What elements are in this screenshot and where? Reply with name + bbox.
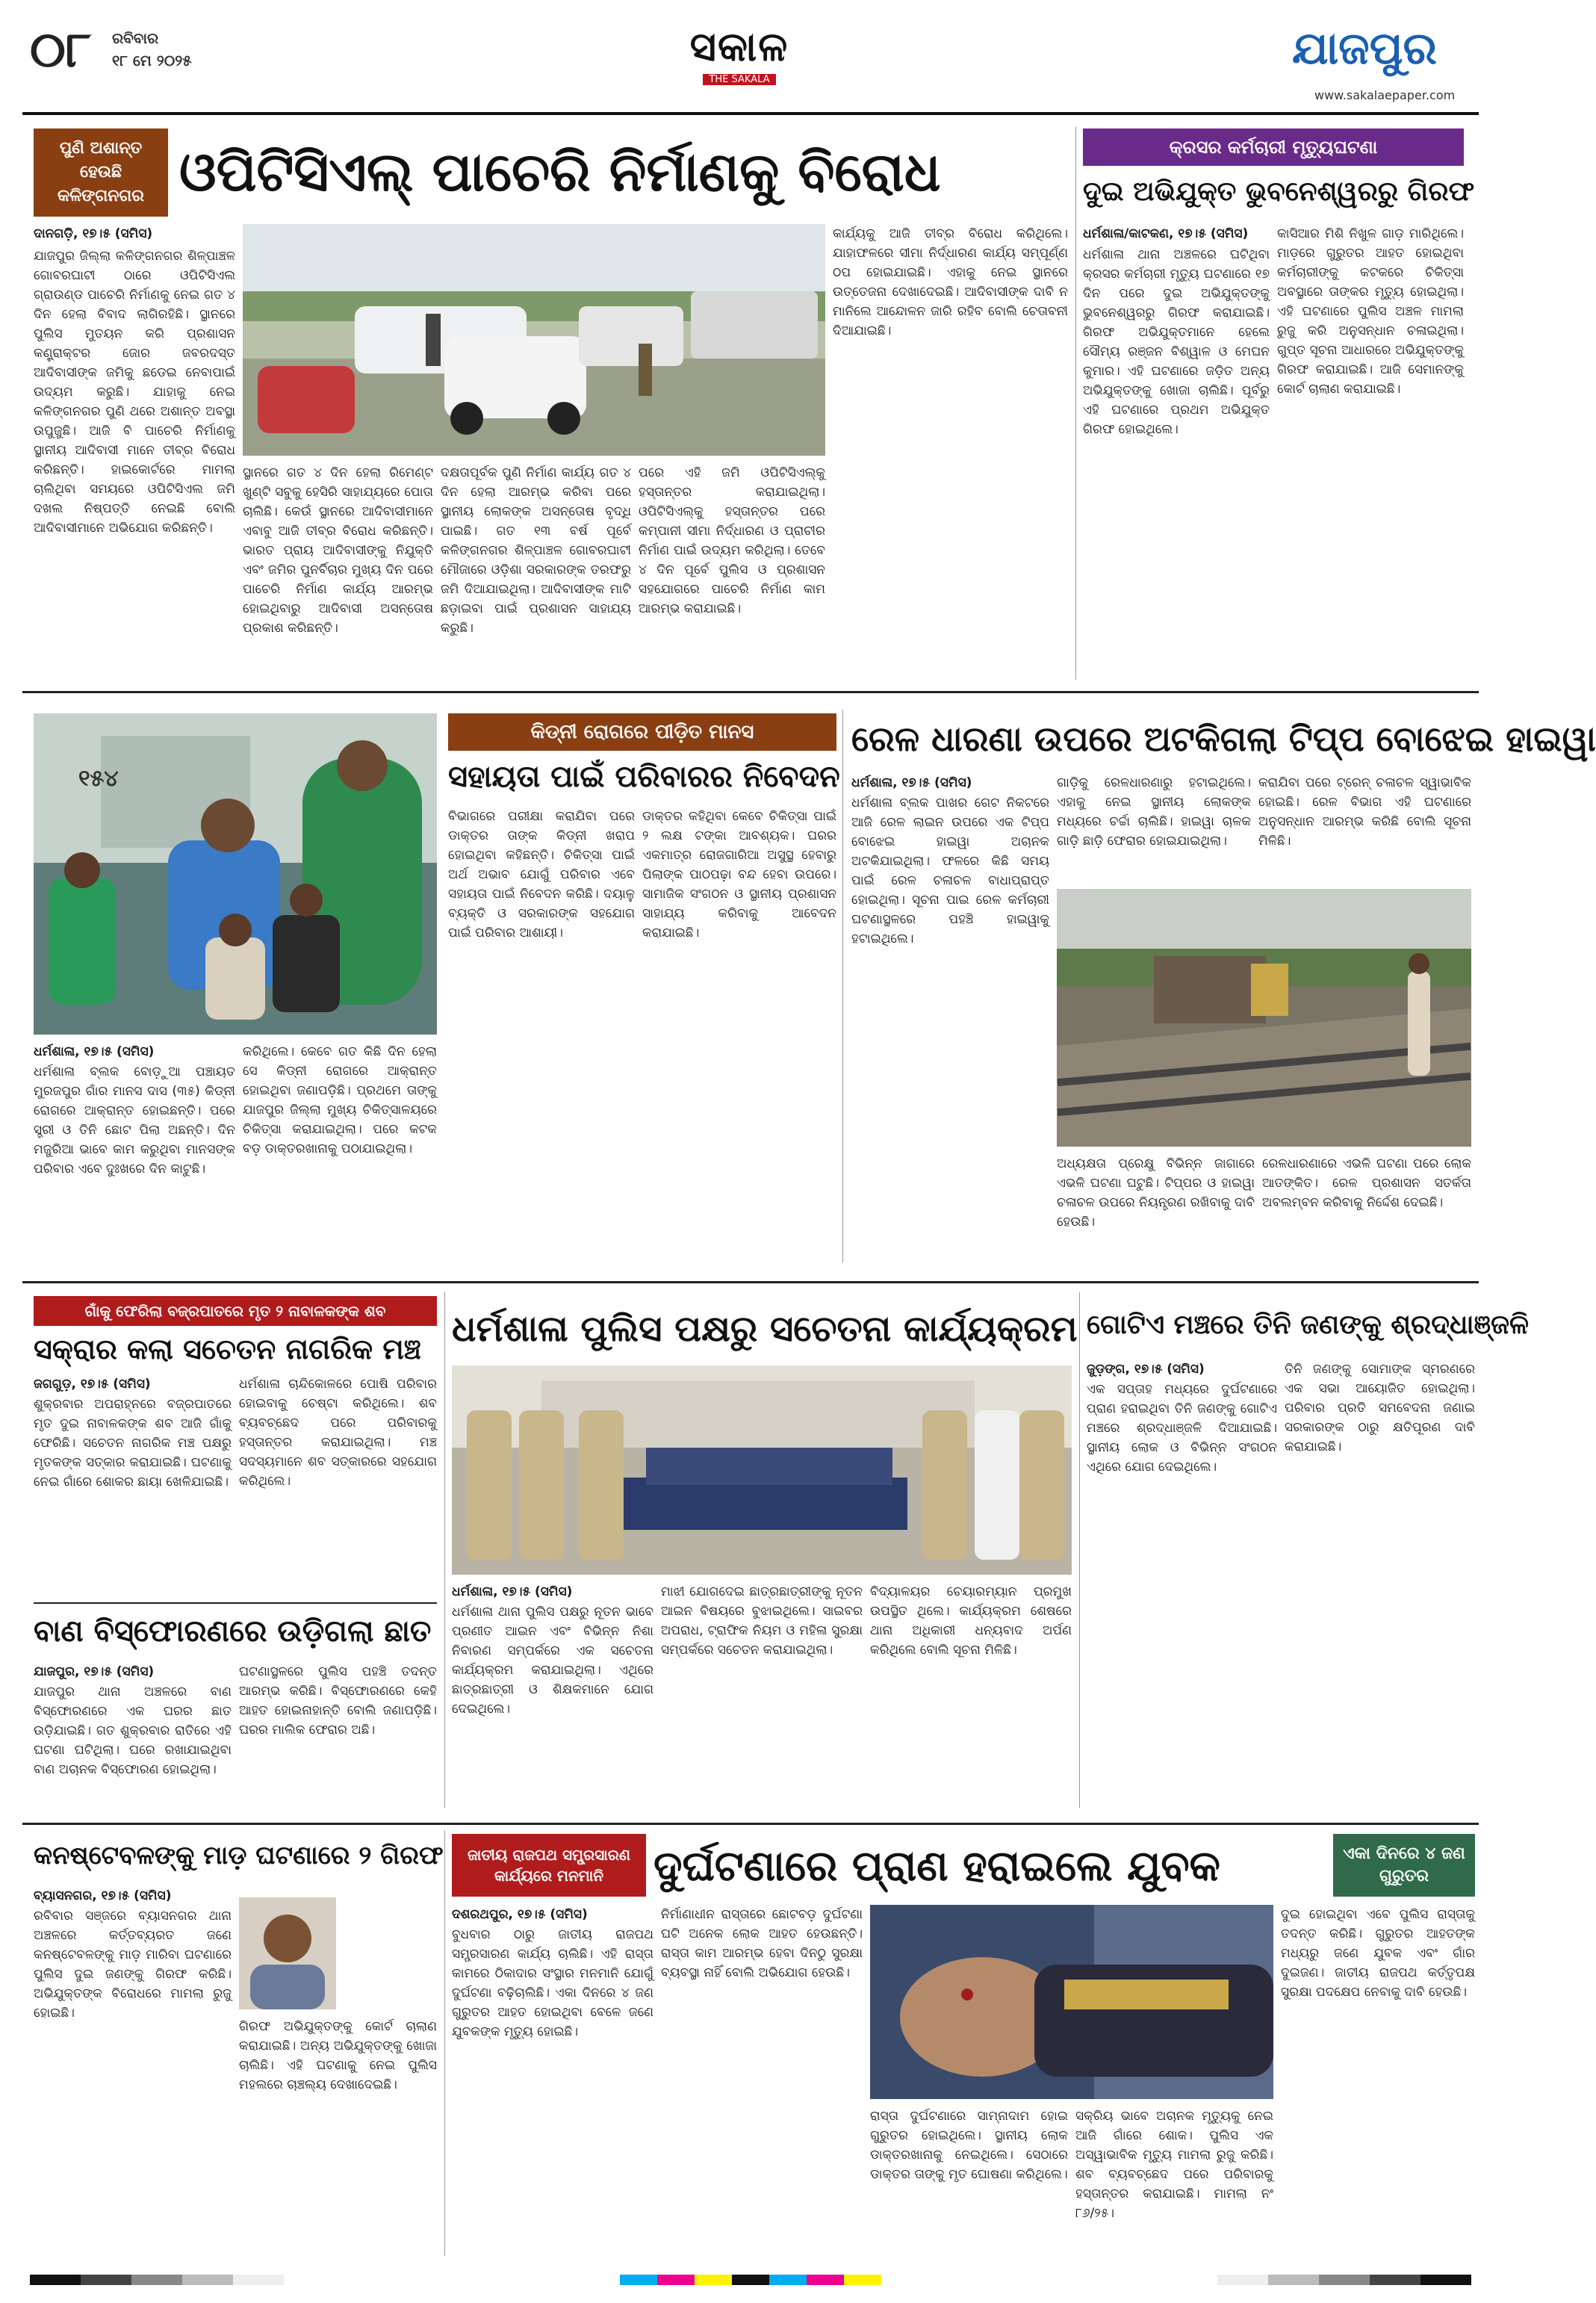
story7-headline[interactable]: ଧର୍ମଶାଳା ପୁଲିସ ପକ୍ଷରୁ ସଚେତନା କାର୍ଯ୍ୟକ୍ରମ — [452, 1308, 1078, 1350]
story1-column-4: ପରେ ଏହି ଜମି ଓପିଟିସିଏଲ୍କୁ ହସ୍ତାନ୍ତର କରାଯାଇଥିଲା। ଓପିଟିସିଏଲ୍କୁ ହସ୍ତାନ୍ତର ପରେ କମ୍ପାନୀ ସୀମା ନିର୍ଦ୍ଧାରଣ ଓ ପ୍ରାଚୀର ନିର୍ମାଣ ପାଇଁ ଉଦ୍ୟମ କରିଥିଲା। ତେବେ ୪ ଦିନ ପୂର୍ବେ ପୁଲିସ ଓ ପ୍ରଶାସନ ସହଯୋଗରେ ପାଚେରି ନିର୍ମାଣ କାମ ଆରମ୍ଭ କରାଯାଇଛି। — [639, 465, 825, 616]
story1-column-5: କାର୍ଯ୍ୟକୁ ଆଜି ତୀବ୍ର ବିରୋଧ କରିଥିଲେ। ଯାହାଫଳରେ ସୀମା ନିର୍ଦ୍ଧାରଣ କାର୍ଯ୍ୟ ସମ୍ପୂର୍ଣ୍ଣ ଠପ ହୋଇଯାଇଛି। ଏହାକୁ ନେଇ ସ୍ଥାନରେ ଉତ୍ତେଜନା ଦେଖାଦେଇଛି। ଆଦିବାସୀଙ୍କ ଦାବି ନ ମାନିଲେ ଆନ୍ଦୋଳନ ଜାରି ରହିବ ବୋଲି ଚେତାବନୀ ଦିଆଯାଇଛି। — [833, 226, 1068, 338]
story8-dateline: ଜୁଡ଼ଙ୍ଗ, ୧୭।୫ (ସମିସ) — [1087, 1362, 1205, 1377]
print-color-bar-center — [620, 2275, 881, 2285]
story8-column-2: ତିନି ଜଣଙ୍କୁ ସୋମାଙ୍କ ସ୍ମରଣରେ ଏକ ସଭା ଆୟୋଜିତ ହୋଇଥିଲା। ପରିବାର ପ୍ରତି ସମବେଦନା ଜଣାଇ ସରକାରଙ୍କ ଠାରୁ କ୍ଷତିପୂରଣ ଦାବି କରାଯାଇଛି। — [1285, 1362, 1475, 1454]
story3-column-4: ଡାକ୍ତର କହିଥିବା କେବେ ଚିକିତ୍ସା ପାଇଁ ୨ ଲକ୍ଷ ଟଙ୍କା ଆବଶ୍ୟକ। ଘରର ଏକମାତ୍ର ରୋଜଗାରିଆ ଅସୁସ୍ଥ ହେବାରୁ ପିଲାଙ୍କ ପାଠପଢ଼ା ବନ୍ଦ ହେବା ଉପରେ। ସାମାଜିକ ସଂଗଠନ ଓ ସ୍ଥାନୀୟ ପ୍ରଶାସନ ସାହାଯ୍ୟ କରିବାକୁ ଆବେଦନ କରାଯାଇଛି। — [642, 809, 836, 940]
story3-kicker — [448, 713, 836, 751]
story10-column-4: ସକ୍ରିୟ ଭାବେ ଅଚାନକ ମୃତ୍ୟୁକୁ ନେଇ ଆଜି ଗାଁରେ ଶୋକ। ପୁଲିସ ଏକ ଅସ୍ୱାଭାବିକ ମୃତ୍ୟୁ ମାମଲା ରୁଜୁ କରିଛି। ଶବ ବ୍ୟବଚ୍ଛେଦ ପରେ ପରିବାରକୁ ହସ୍ତାନ୍ତର କରାଯାଇଛି। ମାମଲା ନଂ ୮୬/୨୫। — [1075, 2109, 1273, 2221]
logo-subtitle: THE SAKALA — [703, 74, 775, 85]
story5-column-1: ଶୁକ୍ରବାର ଅପରାହ୍ନରେ ବଜ୍ରପାତରେ ମୃତ ଦୁଇ ନାବାଳକଙ୍କ ଶବ ଆଜି ଗାଁକୁ ଫେରିଛି। ସଚେତନ ନାଗରିକ ମଞ୍ଚ ପକ୍ଷରୁ ମୃତକଙ୍କ ସତ୍କାର କରାଯାଇଛି। ଘଟଣାକୁ ନେଇ ଗାଁରେ ଶୋକର ଛାୟା ଖେଳିଯାଇଛି। — [34, 1397, 232, 1490]
story4-column-2: ଗାଡ଼ିକୁ ରେଳଧାରଣାରୁ ହଟାଇଥିଲେ। ଏହାକୁ ନେଇ ସ୍ଥାନୀୟ ଲୋକଙ୍କ ମଧ୍ୟରେ ଚର୍ଚ୍ଚା ଚାଲିଛି। ହାଇୱା ଚାଳକ ଗାଡ଼ି ଛାଡ଼ି ଫେରାର ହୋଇଯାଇଥିଲା। — [1057, 775, 1251, 849]
story10-column-2: ନିର୍ମାଣାଧୀନ ରାସ୍ତାରେ ଛୋଟବଡ଼ ଦୁର୍ଘଟଣା ଘଟି ଅନେକ ଲୋକ ଆହତ ହେଉଛନ୍ତି। ରାସ୍ତା କାମ ଆରମ୍ଭ ହେବା ଦିନଠୁ ସୁରକ୍ଷା ବ୍ୟବସ୍ଥା ନାହିଁ ବୋଲି ଅଭିଯୋଗ ହେଉଛି। — [661, 1907, 863, 1980]
print-color-bar-right — [1217, 2275, 1471, 2285]
logo-text: ସକାଳ — [689, 22, 789, 70]
issue-day: ରବିବାର — [112, 29, 159, 47]
masthead-rule — [22, 112, 1479, 115]
story1-column-3: ଦକ୍ଷତାପୂର୍ବକ ପୁଣି ନିର୍ମାଣ କାର୍ଯ୍ୟ ଗତ ୪ ଦିନ ହେଲା ଆରମ୍ଭ କରିବା ପରେ ସ୍ଥାନୀୟ ଲୋକଙ୍କ ଅସନ୍ତୋଷ ବୃଦ୍ଧି ପାଇଛି। ଗତ ୧୩ ବର୍ଷ ପୂର୍ବେ କଳିଙ୍ଗନଗର ଶିଳ୍ପାଞ୍ଚଳ ଗୋବରଘାଟୀ ମୌଜାରେ ଓଡ଼ିଶା ସରକାରଙ୍କ ତରଫରୁ ଜମି ଦିଆଯାଇଥିଲା। ଆଦିବାସୀଙ୍କ ମାଟି ଛଡ଼ାଇବା ପାଇଁ ପ୍ରଶାସନ ସାହାଯ୍ୟ କରୁଛି। — [441, 465, 631, 636]
story2-kicker — [1083, 128, 1464, 166]
page-number: ୦୮ — [30, 21, 92, 78]
issue-date-text: ୧୮ ମେ ୨୦୨୫ — [112, 52, 192, 69]
column-divider — [1075, 127, 1076, 680]
newspaper-logo[interactable] — [597, 22, 881, 85]
story3-column-3: ବିଭାଗରେ ପରୀକ୍ଷା କରାଯିବା ପରେ ଡାକ୍ତର ତାଙ୍କ କିଡ୍ନୀ ଖରାପ ହୋଇଥିବା କହିଛନ୍ତି। ଚିକିତ୍ସା ପାଇଁ ଅର୍ଥ ଅଭାବ ଯୋଗୁଁ ପରିବାର ଏବେ ସହାୟତା ପାଇଁ ନିବେଦନ କରିଛି। ଦୟାଳୁ ବ୍ୟକ୍ତି ଓ ସରକାରଙ୍କ ସହଯୋଗ ପାଇଁ ପରିବାର ଆଶାୟୀ। — [448, 809, 635, 940]
story9-column-1: ରବିବାର ସଞ୍ଜରେ ବ୍ୟାସନଗର ଥାନା ଅଞ୍ଚଳରେ କର୍ତ୍ତବ୍ୟରତ ଜଣେ କନଷ୍ଟେବଳଙ୍କୁ ମାଡ଼ ମାରିବା ଘଟଣାରେ ପୁଲିସ ଦୁଇ ଜଣଙ୍କୁ ଗିରଫ କରିଛି। ଅଭିଯୁକ୍ତଙ୍କ ବିରୋଧରେ ମାମଲା ରୁଜୁ ହୋଇଛି। — [34, 1909, 232, 2021]
story10-column-3: ରାସ୍ତା ଦୁର୍ଘଟଣାରେ ସାମ୍ନାଦାମ ହୋଇ ଗୁରୁତର ହୋଇଥିଲେ। ସ୍ଥାନୀୟ ଲୋକ ଡାକ୍ତରଖାନାକୁ ନେଇଥିଲେ। ସେଠାରେ ଡାକ୍ତର ତାଙ୍କୁ ମୃତ ଘୋଷଣା କରିଥିଲେ। — [870, 2109, 1068, 2182]
story-divider — [34, 1602, 437, 1604]
print-color-bar-left — [30, 2275, 284, 2285]
story1-photo — [243, 224, 825, 456]
story2-headline[interactable]: ଦୁଇ ଅଭିଯୁକ୍ତ ଭୁବନେଶ୍ୱରରୁ ଗିରଫ — [1083, 176, 1475, 207]
story2-kicker-text: କ୍ରସର କର୍ମଚାରୀ ମୃତ୍ୟୁଘଟଣା — [1169, 137, 1378, 158]
story2-column-2: କାସିଆର ମିଶି ନିଖୁଳ ଗାଡ଼ ମାରିଥିଲେ। ମାଡ଼ରେ ଗୁରୁତର ଆହତ ହୋଇଥିବା କର୍ମଚାରୀଙ୍କୁ କଟକରେ ଚିକିତ୍ସା ଅବସ୍ଥାରେ ତାଙ୍କର ମୃତ୍ୟୁ ହୋଇଥିଲା। ଏହି ଘଟଣାରେ ପୁଲିସ ଅଞ୍ଚଳ ମାମଲା ରୁଜୁ କରି ଅନୁସନ୍ଧାନ ଚଳାଇଥିଲା। ଗୁପ୍ତ ସୂଚନା ଆଧାରରେ ଅଭିଯୁକ୍ତଙ୍କୁ ଗିରଫ କରାଯାଇଛି। ଆଜି ସେମାନଙ୍କୁ କୋର୍ଟ ଚାଲାଣ କରାଯାଇଛି। — [1277, 226, 1464, 397]
website-link[interactable]: www.sakalaepaper.com — [1314, 88, 1456, 102]
story10-headline[interactable]: ଦୁର୍ଘଟଣାରେ ପ୍ରାଣ ହରାଇଲେ ଯୁବକ — [653, 1842, 1220, 1891]
masthead — [0, 0, 1500, 112]
story5-headline[interactable]: ସକ୍ରାର କଲା ସଚେତନ ନାଗରିକ ମଞ୍ଚ — [34, 1333, 421, 1366]
story4-column-5: ରେଳଧାରଣାରେ ଏଭଳି ଘଟଣା ପରେ ଲୋକ ଆତଙ୍କିତ। ରେଳ ପ୍ରଶାସନ ସତର୍କତା ଅବଲମ୍ବନ କରିବାକୁ ନିର୍ଦ୍ଦେଶ ଦେଇଛି। — [1262, 1156, 1471, 1210]
story3-kicker-text: କିଡ୍ନୀ ରୋଗରେ ପୀଡ଼ିତ ମାନସ — [530, 720, 754, 743]
issue-date — [112, 27, 192, 72]
story10-dateline: ଦଶରଥପୁର, ୧୭।୫ (ସମିସ) — [452, 1907, 588, 1922]
story10-side-kicker — [1333, 1834, 1475, 1897]
story7-dateline: ଧର୍ମଶାଳା, ୧୭।୫ (ସମିସ) — [452, 1584, 573, 1599]
story5-column-2: ଧର୍ମଶାଳା ଚାନ୍ଦିକୋଳରେ ପୋଷି ପରିବାର ହୋଇବାକୁ ଚେଷ୍ଟା କରିଥିଲେ। ଶବ ବ୍ୟବଚ୍ଛେଦ ପରେ ପରିବାରକୁ ହସ୍ତାନ୍ତର କରାଯାଇଥିଲା। ମଞ୍ଚ ସଦସ୍ୟମାନେ ଶବ ସତ୍କାରରେ ସହଯୋଗ କରିଥିଲେ। — [239, 1377, 437, 1489]
story2-column-1: ଧର୍ମଶାଳା ଥାନା ଅଞ୍ଚଳରେ ଘଟିଥିବା କ୍ରସର କର୍ମଚାରୀ ମୃତ୍ୟୁ ଘଟଣାରେ ୧୭ ଦିନ ପରେ ଦୁଇ ଅଭିଯୁକ୍ତଙ୍କୁ ଭୁବନେଶ୍ୱରରୁ ଗିରଫ କରାଯାଇଛି। ଗିରଫ ଅଭିଯୁକ୍ତମାନେ ହେଲେ ସୌମ୍ୟ ରଞ୍ଜନ ବିଶ୍ୱାଳ ଓ ମେଘନ କୁମାର। ଏହି ଘଟଣାରେ ଜଡ଼ିତ ଅନ୍ୟ ଅଭିଯୁକ୍ତଙ୍କୁ ଖୋଜା ଚାଲିଛି। ପୂର୍ବରୁ ଏହି ଘଟଣାରେ ପ୍ରଥମ ଅଭିଯୁକ୍ତ ଗିରଫ ହୋଇଥିଲେ। — [1083, 247, 1270, 437]
story10-kicker — [452, 1834, 646, 1897]
story3-column-1: ଧର୍ମଶାଳା ବ୍ଲକ ବୋଡ଼ୁଆ ପଞ୍ଚାୟତ ମୁରଜପୁର ଗାଁର ମାନସ ଦାସ (୩୫) କିଡ୍ନୀ ରୋଗରେ ଆକ୍ରାନ୍ତ ହୋଇଛନ୍ତି। ପରେ ସ୍ତ୍ରୀ ଓ ତିନି ଛୋଟ ପିଲା ଅଛନ୍ତି। ଦିନ ମଜୁରିଆ ଭାବେ କାମ କରୁଥିବା ମାନସଙ୍କ ପରିବାର ଏବେ ଦୁଃଖରେ ଦିନ କାଟୁଛି। — [34, 1064, 235, 1177]
story8-headline[interactable]: ଗୋଟିଏ ମଞ୍ଚରେ ତିନି ଜଣଙ୍କୁ ଶ୍ରଦ୍ଧାଞ୍ଜଳି — [1087, 1309, 1529, 1340]
story8-column-1: ଏକ ସପ୍ତାହ ମଧ୍ୟରେ ଦୁର୍ଘଟଣାରେ ପ୍ରାଣ ହରାଇଥିବା ତିନି ଜଣଙ୍କୁ ଗୋଟିଏ ମଞ୍ଚରେ ଶ୍ରଦ୍ଧାଞ୍ଜଳି ଦିଆଯାଇଛି। ସ୍ଥାନୀୟ ଲୋକ ଓ ବିଭିନ୍ନ ସଂଗଠନ ଏଥିରେ ଯୋଗ ଦେଇଥିଲେ। — [1087, 1382, 1277, 1475]
story4-headline[interactable]: ରେଳ ଧାରଣା ଉପରେ ଅଟକିଗଲା ଟିପ୍ପ ବୋଝେଇ ହାଇୱା — [851, 719, 1596, 759]
story3-family-photo — [34, 713, 437, 1035]
story6-headline[interactable]: ବାଣ ବିସ୍ଫୋରଣରେ ଉଡ଼ିଗଲା ଛାତ — [34, 1614, 432, 1649]
story7-column-3: ବିଦ୍ୟାଳୟର ଚେୟାରମ୍ୟାନ ପ୍ରମୁଖ ଉପସ୍ଥିତ ଥିଲେ। କାର୍ଯ୍ୟକ୍ରମ ଶେଷରେ ଥାନା ଅଧିକାରୀ ଧନ୍ୟବାଦ ଅର୍ପଣ କରିଥିଲେ ବୋଲି ସୂଚନା ମିଳିଛି। — [870, 1584, 1072, 1658]
story10-accident-photo — [870, 1905, 1273, 2099]
story3-dateline: ଧର୍ମଶାଳା, ୧୭।୫ (ସମିସ) — [34, 1044, 155, 1059]
column-divider — [1079, 1292, 1080, 1808]
story6-column-2: ଘଟଣାସ୍ଥଳରେ ପୁଲିସ ପହଞ୍ଚି ତଦନ୍ତ ଆରମ୍ଭ କରିଛି। ବିସ୍ଫୋରଣରେ କେହି ଆହତ ହୋଇନାହାନ୍ତି ବୋଲି ଜଣାପଡ଼ିଛି। ଘରର ମାଲିକ ଫେରାର ଅଛି। — [239, 1664, 437, 1738]
story1-headline[interactable]: ଓପିଟିସିଏଲ୍ ପାଚେରି ନିର୍ମାଣକୁ ବିରୋଧ — [179, 140, 941, 203]
story9-column-2: ଗିରଫ ଅଭିଯୁକ୍ତଙ୍କୁ କୋର୍ଟ ଚାଲାଣ କରାଯାଇଛି। ଅନ୍ୟ ଅଭିଯୁକ୍ତଙ୍କୁ ଖୋଜା ଚାଲିଛି। ଏହି ଘଟଣାକୁ ନେଇ ପୁଲିସ ମହଲରେ ଚାଞ୍ଚଲ୍ୟ ଦେଖାଦେଇଛି। — [239, 2019, 437, 2092]
story1-dateline: ଦାନଗଡ଼ି, ୧୭।୫ (ସମିସ) — [34, 226, 153, 241]
story10-side-kicker-text: ଏକା ଦିନରେ ୪ ଜଣ ଗୁରୁତର — [1343, 1844, 1465, 1885]
story9-dateline: ବ୍ୟାସନଗର, ୧୭।୫ (ସମିସ) — [34, 1888, 172, 1903]
story4-dateline: ଧର୍ମଶାଳା, ୧୭।୫ (ସମିସ) — [851, 775, 972, 790]
column-divider — [444, 1292, 445, 1808]
story5-kicker-text: ଗାଁକୁ ଫେରିଲା ବଜ୍ରପାତରେ ମୃତ ୨ ନାବାଳକଙ୍କ ଶବ — [84, 1302, 386, 1320]
story7-column-2: ମାଝୀ ଯୋଗଦେଇ ଛାତ୍ରଛାତ୍ରୀଙ୍କୁ ନୂତନ ଆଇନ ବିଷୟରେ ବୁଝାଇଥିଲେ। ସାଇବର ଅପରାଧ, ଟ୍ରାଫିକ ନିୟମ ଓ ମହିଳା ସୁରକ୍ଷା ସମ୍ପର୍କରେ ସଚେତନ କରାଯାଇଥିଲା। — [661, 1584, 863, 1658]
story4-column-4: ଅଧ୍ୟକ୍ଷତା ପ୍ରେକ୍ଷୁ ବିଭିନ୍ନ ଜାଗାରେ ଏଭଳି ଘଟଣା ଘଟୁଛି। ଟିପ୍ପର ଓ ହାଇୱା ଚଳାଚଳ ଉପରେ ନିୟନ୍ତ୍ରଣ ରଖିବାକୁ ଦାବି ହେଉଛି। — [1057, 1156, 1255, 1230]
story6-column-1: ଯାଜପୁର ଥାନା ଅଞ୍ଚଳରେ ବାଣ ବିସ୍ଫୋରଣରେ ଏକ ଘରର ଛାତ ଉଡ଼ିଯାଇଛି। ଗତ ଶୁକ୍ରବାର ରାତିରେ ଏହି ଘଟଣା ଘଟିଥିଲା। ଘରେ ରଖାଯାଇଥିବା ବାଣ ଅଚାନକ ବିସ୍ଫୋରଣ ହୋଇଥିଲା। — [34, 1684, 232, 1777]
story2-dateline: ଧର୍ମଶାଳା/କାଟକଣ, ୧୭।୫ (ସମିସ) — [1083, 226, 1249, 241]
wall-marking: ୧୫୪ — [78, 766, 119, 792]
story1-column-1: ଯାଜପୁର ଜିଲ୍ଲା କଳିଙ୍ଗନଗର ଶିଳ୍ପାଞ୍ଚଳ ଗୋବରଘାଟୀ ଠାରେ ଓପିଟିସିଏଲ ଗ୍ରାଉଣ୍ଡ ପାଚେରି ନିର୍ମାଣକୁ ନେଇ ଗତ ୪ ଦିନ ହେଲା ବିବାଦ ଲାଗିରହିଛି। ସ୍ଥାନରେ ପୁଲିସ ମୁତୟନ କରି ପ୍ରଶାସନ କଣ୍ଟ୍ରାକ୍ଟର ଜୋର ଜବରଦସ୍ତ ଆଦିବାସୀଙ୍କ ଜମିକୁ ଛଡେଇ ନେବାପାଇଁ ଉଦ୍ୟମ କରୁଛି। ଯାହାକୁ ନେଇ କଳିଙ୍ଗନଗର ପୁଣି ଥରେ ଅଶାନ୍ତ ଅବସ୍ଥା ଉପୁଜୁଛି। ଆଜି ବି ପାଚେରି ନିର୍ମାଣକୁ ସ୍ଥାନୀୟ ଆଦିବାସୀ ମାନେ ତୀବ୍ର ବିରୋଧ କରିଛନ୍ତି। ହାଇକୋର୍ଟରେ ମାମଲା ଚାଲିଥିବା ସମୟରେ ଓପିଟିସିଏଲ ଜମି ଦଖଲ ନିଷ୍ପତ୍ତି ନେଇଛି ବୋଲି ଆଦିବାସୀମାନେ ଅଭିଯୋଗ କରିଛନ୍ତି। — [34, 249, 235, 536]
story10-kicker-text: ଜାତୀୟ ରାଜପଥ ସମ୍ପ୍ରସାରଣ କାର୍ଯ୍ୟରେ ମନମାନି — [467, 1846, 631, 1885]
story5-kicker — [34, 1296, 437, 1326]
story4-column-3: କରାଯିବା ପରେ ଟ୍ରେନ୍ ଚଳାଚଳ ସ୍ୱାଭାବିକ ହୋଇଛି। ରେଳ ବିଭାଗ ଏହି ଘଟଣାରେ ଅନୁସନ୍ଧାନ ଆରମ୍ଭ କରିଛି ବୋଲି ସୂଚନା ମିଳିଛି। — [1258, 775, 1471, 849]
section-divider — [22, 1281, 1479, 1283]
story10-column-1: ବୁଧବାର ଠାରୁ ଜାତୀୟ ରାଜପଥ ସମ୍ପ୍ରସାରଣ କାର୍ଯ୍ୟ ଚାଲିଛି। ଏହି ରାସ୍ତା କାମରେ ଠିକାଦାର ସଂସ୍ଥାର ମନମାନି ଯୋଗୁଁ ଦୁର୍ଘଟଣା ବଢ଼ିଚାଲିଛି। ଏକା ଦିନରେ ୪ ଜଣ ଗୁରୁତର ଆହତ ହୋଇଥିବା ବେଳେ ଜଣେ ଯୁବକଙ୍କ ମୃତ୍ୟୁ ହୋଇଛି। — [452, 1927, 653, 2039]
story10-column-5: ଦୁଇ ହୋଇଥିବା ଏବେ ପୁଲିସ ରାସ୍ତାକୁ ତଦନ୍ତ କରିଛି। ଗୁରୁତର ଆହତଙ୍କ ମଧ୍ୟରୁ ଜଣେ ଯୁବକ ଏବଂ ଗାଁର ଦୁଇଜଣ। ଜାତୀୟ ରାଜପଥ କର୍ତ୍ତୃପକ୍ଷ ସୁରକ୍ଷା ପଦକ୍ଷେପ ନେବାକୁ ଦାବି ହେଉଛି। — [1281, 1907, 1475, 2000]
story9-portrait-photo — [239, 1897, 336, 2009]
story9-headline[interactable]: କନଷ୍ଟେବଳଙ୍କୁ ମାଡ଼ ଘଟଣାରେ ୨ ଗିରଫ — [34, 1841, 444, 1870]
story3-headline[interactable]: ସହାୟତା ପାଇଁ ପରିବାରର ନିବେଦନ — [448, 760, 840, 794]
story7-group-photo — [452, 1366, 1072, 1575]
story3-column-2: କରିଥିଲେ। କେବେ ଗତ କିଛି ଦିନ ହେଲା ସେ କିଡ୍ନୀ ରୋଗରେ ଆକ୍ରାନ୍ତ ହୋଇଥିବା ଜଣାପଡ଼ିଛି। ପ୍ରଥମେ ତାଙ୍କୁ ଯାଜପୁର ଜିଲ୍ଲା ମୁଖ୍ୟ ଚିକିତ୍ସାଳୟରେ ଚିକିତ୍ସା କରାଯାଇଥିଲା। ପରେ କଟକ ବଡ଼ ଡାକ୍ତରଖାନାକୁ ପଠାଯାଇଥିଲା। — [243, 1044, 437, 1156]
story4-photo-highway-truck — [1057, 889, 1471, 1147]
story7-column-1: ଧର୍ମଶାଳା ଥାନା ପୁଲିସ ପକ୍ଷରୁ ନୂତନ ଭାବେ ପ୍ରଣୀତ ଆଇନ ଏବଂ ବିଭିନ୍ନ ନିଶା ନିବାରଣ ସମ୍ପର୍କରେ ଏକ ସଚେତନା କାର୍ଯ୍ୟକ୍ରମ କରାଯାଇଥିଲା। ଏଥିରେ ଛାତ୍ରଛାତ୍ରୀ ଓ ଶିକ୍ଷକମାନେ ଯୋଗ ଦେଇଥିଲେ। — [452, 1605, 653, 1717]
story1-column-2: ସ୍ଥାନରେ ଗତ ୪ ଦିନ ହେଲା ରିମେଣ୍ଟ ଖୁଣ୍ଟି ସବୁକୁ ହେସିରି ସାହାଯ୍ୟରେ ପୋତା ଚାଲିଛି। କେଉଁ ସ୍ଥାନରେ ଆଦିବାସୀମାନେ ଏବାବୁ ଆଜି ତୀବ୍ର ବିରୋଧ କରିଛନ୍ତି। ଭାରତ ପ୍ରାୟ ଆଦିବାସୀଙ୍କୁ ନିଯୁକ୍ତି ଏବଂ ଜମିର ପୁନର୍ବିଚାର ମୁଖ୍ୟ ଦିନ ପରେ ପାଚେରି ନିର୍ମାଣ କାର୍ଯ୍ୟ ଆରମ୍ଭ ହୋଇଥିବାରୁ ଆଦିବାସୀ ଅସନ୍ତୋଷ ପ୍ରକାଶ କରିଛନ୍ତି। — [243, 465, 433, 636]
column-divider — [842, 710, 843, 1262]
district-name: ଯାଜପୁର — [1292, 22, 1437, 75]
story6-dateline: ଯାଜପୁର, ୧୭।୫ (ସମିସ) — [34, 1664, 155, 1679]
column-divider — [444, 1830, 445, 2256]
story1-kicker-text: ପୁଣି ଅଶାନ୍ତ ହେଉଛି କଳିଙ୍ଗନଗର — [58, 139, 144, 205]
section-divider — [22, 1823, 1479, 1825]
story1-kicker — [34, 128, 168, 217]
section-divider — [22, 691, 1479, 693]
story5-dateline: ଜଗଗୁଡ଼, ୧୭।୫ (ସମିସ) — [34, 1377, 151, 1392]
story4-column-1: ଧର୍ମଶାଳା ବ୍ଲକ ପାଖର ଗେଟ ନିକଟରେ ଆଜି ରେଳ ଲାଇନ ଉପରେ ଏକ ଟିପ୍ପ ବୋଝେଇ ହାଇୱା ଅଚାନକ ଅଟକିଯାଇଥିଲା। ଫଳରେ କିଛି ସମୟ ପାଇଁ ରେଳ ଚଳାଚଳ ବାଧାପ୍ରାପ୍ତ ହୋଇଥିଲା। ସୂଚନା ପାଇ ରେଳ କର୍ମଚାରୀ ଘଟଣାସ୍ଥଳରେ ପହଞ୍ଚି ହାଇୱାକୁ ହଟାଇଥିଲେ। — [851, 796, 1049, 946]
